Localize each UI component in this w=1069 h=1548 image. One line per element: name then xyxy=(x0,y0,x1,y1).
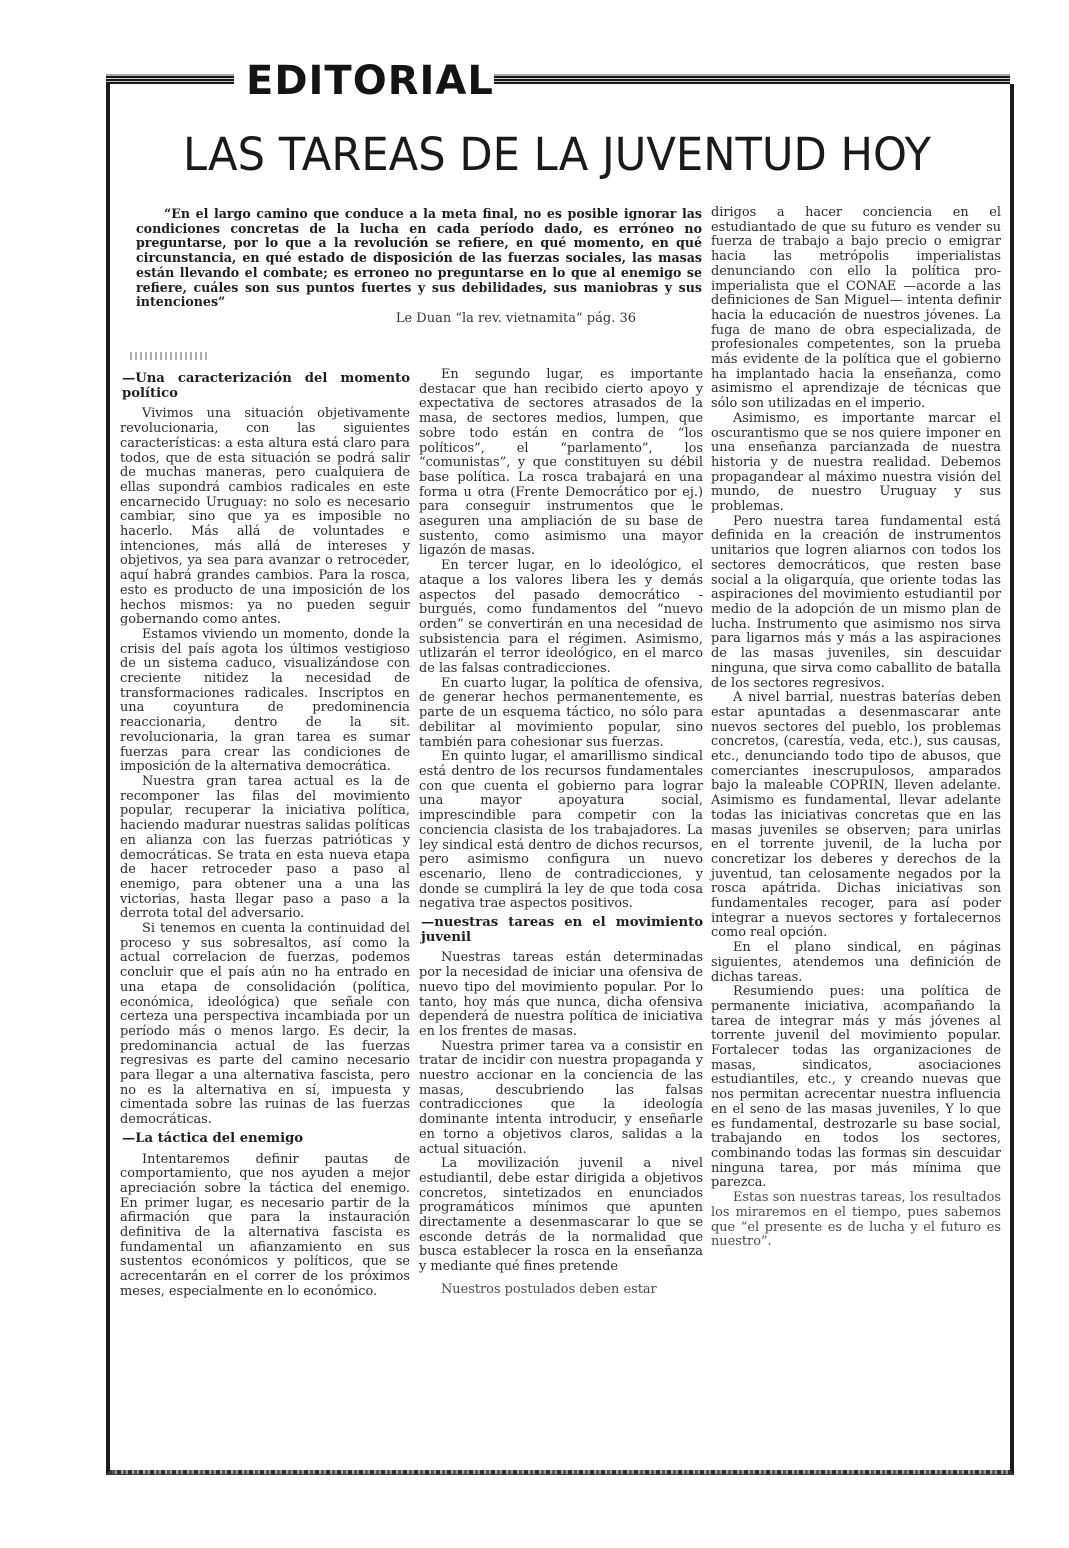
paragraph: Pero nuestra tarea fundamental está definida en la creación de instrumentos unitarios que logren aliarnos con todos los sectores democráticos, que resten base social a la oligarquía, que oriente todas las aspiraciones del movimiento estudiantil por medio de la adopción de un mismo plan de lucha. Instrumento que asimismo nos sirva para ligarnos más y más a las aspiraciones de las masas juveniles, sin descuidar ninguna, que sirva como caballito de batalla de los sectores regresivos. xyxy=(711,513,1001,691)
headline: LAS TAREAS DE LA JUVENTUD HOY xyxy=(182,128,932,181)
paragraph: Estamos viviendo un momento, donde la crisis del país agota los últimos vestigioso de un sistema caduco, visualizándose con creciente nitidez la necesidad de transformaciones radicales. Inscriptos en una coyuntura de predominencia reaccionaria, dentro de la sit. revolucionaria, la gran tarea es sumar fuerzas para crear las condiciones de imposición de la alternativa democrática. xyxy=(120,626,410,775)
section-kicker: EDITORIAL xyxy=(246,58,494,104)
paragraph: En segundo lugar, es importante destacar que han recibido cierto apoyo y expectativa de sectores atrasados de la masa, de sectores medios, lumpen, que sobre todo están en contra de “los políticos”, el “parlamento”, los “comunistas”, y que constituyen su débil base política. La rosca trabajará en una forma u otra (Frente Democrático por ej.) para conseguir instrumentos que le aseguren una ampliación de su base de sustento, como asimismo una mayor ligazón de masas. xyxy=(419,367,703,559)
paragraph: A nivel barrial, nuestras baterías deben estar apuntadas a desenmascarar ante nuevos sectores del pueblo, los problemas concretos, (carestía, veda, etc.), sus causas, etc., denunciando todo tipo de abusos, que comerciantes inescrupulosos, amparados bajo la maleable COPRIN, lleven adelante. Asimismo es fundamental, llevar adelante todas las iniciativas concretas que en las masas juveniles se observen; para unirlas en el torrente juvenil, de la lucha por concretizar los deberes y derechos de la juventud, tan celosamente negados por la rosca apátrida. Dichas iniciativas son fundamentales recoger, para así poder integrar a nuevos sectores y fortalecernos como real opción. xyxy=(711,690,1001,941)
print-smudge xyxy=(130,352,210,360)
paragraph: Asimismo, es importante marcar el oscurantismo que se nos quiere imponer en una enseñanza parcianzada de nuestra historia y de nuestra realidad. Debemos propagandear al máximo nuestra visión del mundo, de nuestro Uruguay y sus problemas. xyxy=(711,410,1001,515)
paragraph: En cuarto lugar, la política de ofensiva, de generar hechos permanentemente, es parte de un esquema táctico, no sólo para debilitar al movimiento popular, sino también para cohesionar sus fuerzas. xyxy=(419,675,703,750)
paragraph: Si tenemos en cuenta la continuidad del proceso y sus sobresaltos, así como la actual correlacion de fuerzas, podemos concluir que el país aún no ha entrado en una etapa de consolidación (política, económica, ideológica) que señale con certeza una perspectiva incambiada por un período más o menos largo. Es decir, la predominancia actual de las fuerzas regresivas es parte del camino necesario para llegar a una alternativa fascista, pero no es la alternativa en sí, impuesta y cimentada sobre las ruinas de las fuerzas democráticas. xyxy=(120,921,410,1128)
paragraph: En quinto lugar, el amarillismo sindical está dentro de los recursos fundamentales con que cuenta el gobierno para lograr una mayor apoyatura social, imprescindible para competir con la conciencia clasista de los trabajadores. La ley sindical está dentro de dichos recursos, pero asimismo configura un nuevo escenario, lleno de contradicciones, y donde se cumplirá la ley de que toda cosa negativa trae aspectos positivos. xyxy=(419,749,703,912)
paragraph: Nuestra primer tarea va a consistir en tratar de incidir con nuestra propaganda y nuestro accionar en la conciencia de las masas, descubriendo las falsas contradicciones que la ideología dominante intenta introducir, y enseñarle en torno a objetivos claros, salidas a la actual situación. xyxy=(419,1038,703,1157)
bottom-rule xyxy=(112,1470,1010,1474)
subhead-tareas: —nuestras tareas en el movimiento juvenil xyxy=(421,915,703,945)
quote-text: “En el largo camino que conduce a la meta final, no es posible ignorar las condiciones concretas de la lucha en cada período dado, es erróneo no preguntarse, por lo que a la revolución se refiere, en qué momento, en qué circunstancia, en qué estado de disposición de las fuerzas sociales, las masas están llevando el combate; es erroneo no preguntarse en lo que al enemigo se refiere, cuáles son sus puntos fuertes y sus debilidades, sus maniobras y sus intenciones” xyxy=(136,206,702,310)
paragraph: La movilización juvenil a nivel estudiantil, debe estar dirigida a objetivos concretos, sintetizados en enunciados programáticos mínimos que apunten directamente a desenmascarar lo que se esconde detrás de la normalidad que busca establecer la rosca en la enseñanza y mediante qué fines pretende xyxy=(419,1156,703,1275)
column-2 xyxy=(419,368,703,1298)
paragraph: En tercer lugar, en lo ideológico, el ataque a los valores libera les y demás aspectos del pasado democrático - burgués, como fundamentos del “nuevo orden” se convertirán en una necesidad de subsistencia para el régimen. Asimismo, utlizarán el terror ideológico, en el marco de las falsas contradicciones. xyxy=(419,558,703,677)
column-3 xyxy=(711,206,1001,1250)
paragraph: Nuestra gran tarea actual es la de recomponer las filas del movimiento popular, recuperar la iniciativa política, haciendo madurar nuestras salidas políticas en alianza con las fuerzas patrióticas y democráticas. Se trata en esta nueva etapa de hacer retroceder paso a paso al enemigo, para obtener una a una las victorias, hasta llegar paso a paso a la derrota total del adversario. xyxy=(120,773,410,922)
subhead-tactica: —La táctica del enemigo xyxy=(122,1130,304,1146)
paragraph: Vivimos una situación objetivamente revolucionaria, con las siguientes características: a esta altura está claro para todos, que de esta situación se podrá salir de muchas maneras, pero cualquiera de ellas supondrá cambios radicales en este encarnecido Uruguay: no solo es necesario cambiar, sino que ya es imposible no hacerlo. Más allá de voluntades e intenciones, más allá de intereses y objetivos, ya sea para avanzar o retroceder, aquí habrá grandes cambios. Para la rosca, esto es producto de una imposición de los hechos mismos: ya no pueden seguir gobernando como antes. xyxy=(120,406,410,628)
paragraph: Nuestros postulados deben estar xyxy=(441,1281,657,1297)
paragraph: dirigos a hacer conciencia en el estudiantado de que su futuro es vender su fuerza de trabajo a bajo precio o emigrar hacia las metrópolis imperialistas denunciando con ello la política pro-imperialista que el CONAE —acorde a las definiciones de San Miguel— intenta definir hacia la educación de nuestros jóvenes. La fuga de mano de obra especializada, de profesionales competentes, son la prueba más evidente de la política que el gobierno ha implantado hacia la enseñanza, como asimismo el aprendizaje de técnicas que sólo son utilizadas en el imperio. xyxy=(711,205,1001,412)
paragraph: Estas son nuestras tareas, los resultados los miraremos en el tiempo, pues sabemos que “el presente es de lucha y el futuro es nuestro”. xyxy=(711,1190,1001,1250)
paragraph: Resumiendo pues: una política de permanente iniciativa, acompañando la tarea de integrar más y más jóvenes al torrente juvenil del movimiento popular. Fortalecer todas las organizaciones de masas, sindicatos, asociaciones estudiantiles, etc., y creando nuevas que nos permitan acrecentar nuestra influencia en el seno de las masas juveniles, Y lo que es fundamental, destrozarle su base social, trabajando en todos los sectores, combinando todas las formas sin descuidar ninguna tarea, por más mínima que parezca. xyxy=(711,984,1001,1191)
paragraph: Nuestras tareas están determinadas por la necesidad de iniciar una ofensiva de nuevo tipo del movimiento popular. Por lo tanto, hoy más que nunca, dicha ofensiva dependerá de nuestra política de iniciativa en los frentes de masas. xyxy=(419,950,703,1039)
column-1 xyxy=(120,368,410,1300)
header-rule-left xyxy=(106,74,234,84)
paragraph: Intentaremos definir pautas de comportamiento, que nos ayuden a mejor apreciación sobre la táctica del enemigo. En primer lugar, es necesario partir de la afirmación que para la instauración definitiva de la alternativa fascista es fundamental un afianzamiento en sus sustentos económicos y políticos, que se acrecentarán en el correr de los próximos meses, especialmente en lo económico. xyxy=(120,1151,410,1299)
header-rule-right xyxy=(494,74,1010,84)
epigraph-quote xyxy=(136,207,702,327)
paragraph: En el plano sindical, en páginas siguientes, atendemos una definición de dichas tareas. xyxy=(711,940,1001,985)
subhead-caracterizacion: —Una caracterización del momento político xyxy=(122,371,410,401)
quote-source: Le Duan “la rev. vietnamita” pág. 36 xyxy=(395,310,636,326)
